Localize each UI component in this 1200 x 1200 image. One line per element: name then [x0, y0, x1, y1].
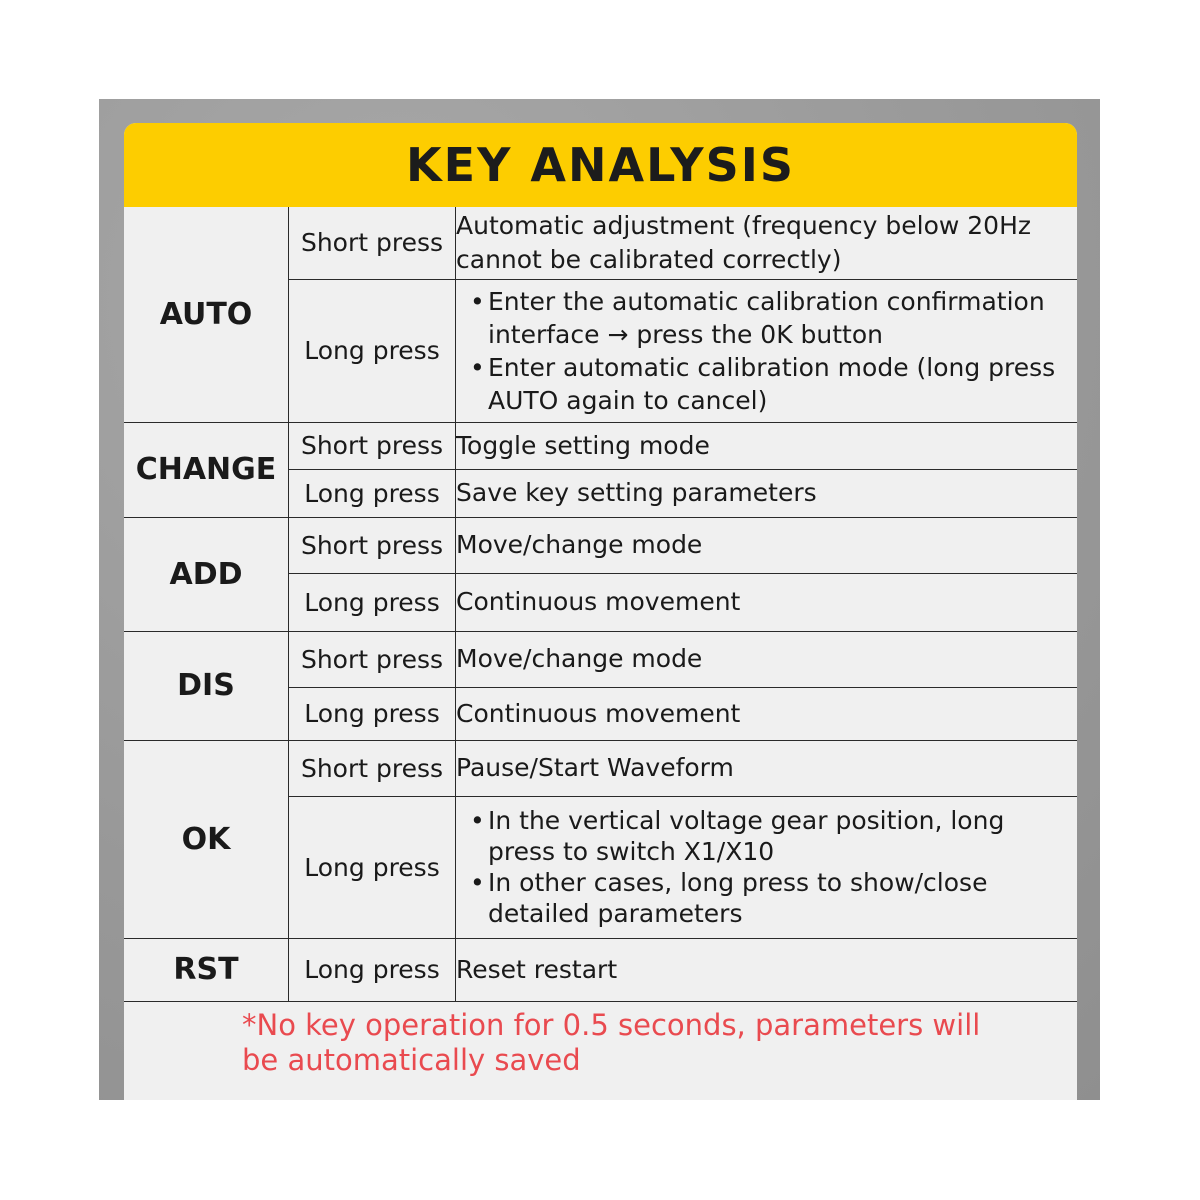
action-description: Pause/Start Waveform [456, 740, 1078, 796]
key-analysis-card [124, 123, 1077, 1100]
action-description: Continuous movement [456, 573, 1078, 631]
action-description-list [456, 796, 1078, 938]
table-row [124, 740, 1077, 796]
list-item: • In other cases, long press to show/close detailed parameters [488, 867, 1077, 929]
action-description: Toggle setting mode [456, 422, 1078, 469]
table-row [124, 517, 1077, 573]
key-name-dis: DIS [124, 631, 289, 740]
press-type: Long press [289, 469, 456, 517]
table-row [124, 631, 1077, 687]
table-row [124, 422, 1077, 469]
key-table [124, 207, 1077, 1002]
list-item: • Enter the automatic calibration confirmation interface → press the 0K button [488, 285, 1077, 351]
key-name-change: CHANGE [124, 422, 289, 517]
key-name-add: ADD [124, 517, 289, 631]
press-type: Long press [289, 279, 456, 422]
action-description: Save key setting parameters [456, 469, 1078, 517]
page-title: KEY ANALYSIS [406, 138, 795, 192]
table-row [124, 938, 1077, 1001]
table-row [124, 207, 1077, 279]
press-type: Short press [289, 740, 456, 796]
action-description: Move/change mode [456, 631, 1078, 687]
key-name-ok: OK [124, 740, 289, 938]
press-type: Long press [289, 573, 456, 631]
list-item: • In the vertical voltage gear position, long press to switch X1/X10 [488, 805, 1077, 867]
action-description: Automatic adjustment (frequency below 20Hz cannot be calibrated correctly) [456, 207, 1078, 279]
key-name-auto: AUTO [124, 207, 289, 422]
press-type: Short press [289, 517, 456, 573]
action-description: Move/change mode [456, 517, 1078, 573]
press-type: Short press [289, 207, 456, 279]
press-type: Long press [289, 938, 456, 1001]
action-description: Reset restart [456, 938, 1078, 1001]
press-type: Short press [289, 631, 456, 687]
press-type: Long press [289, 796, 456, 938]
press-type: Long press [289, 687, 456, 740]
key-name-rst: RST [124, 938, 289, 1001]
action-description: Continuous movement [456, 687, 1078, 740]
press-type: Short press [289, 422, 456, 469]
list-item: • Enter automatic calibration mode (long press AUTO again to cancel) [488, 351, 1077, 417]
footnote: *No key operation for 0.5 seconds, parameters will be automatically saved [242, 1008, 981, 1077]
action-description-list [456, 279, 1078, 422]
title-banner [124, 123, 1077, 207]
